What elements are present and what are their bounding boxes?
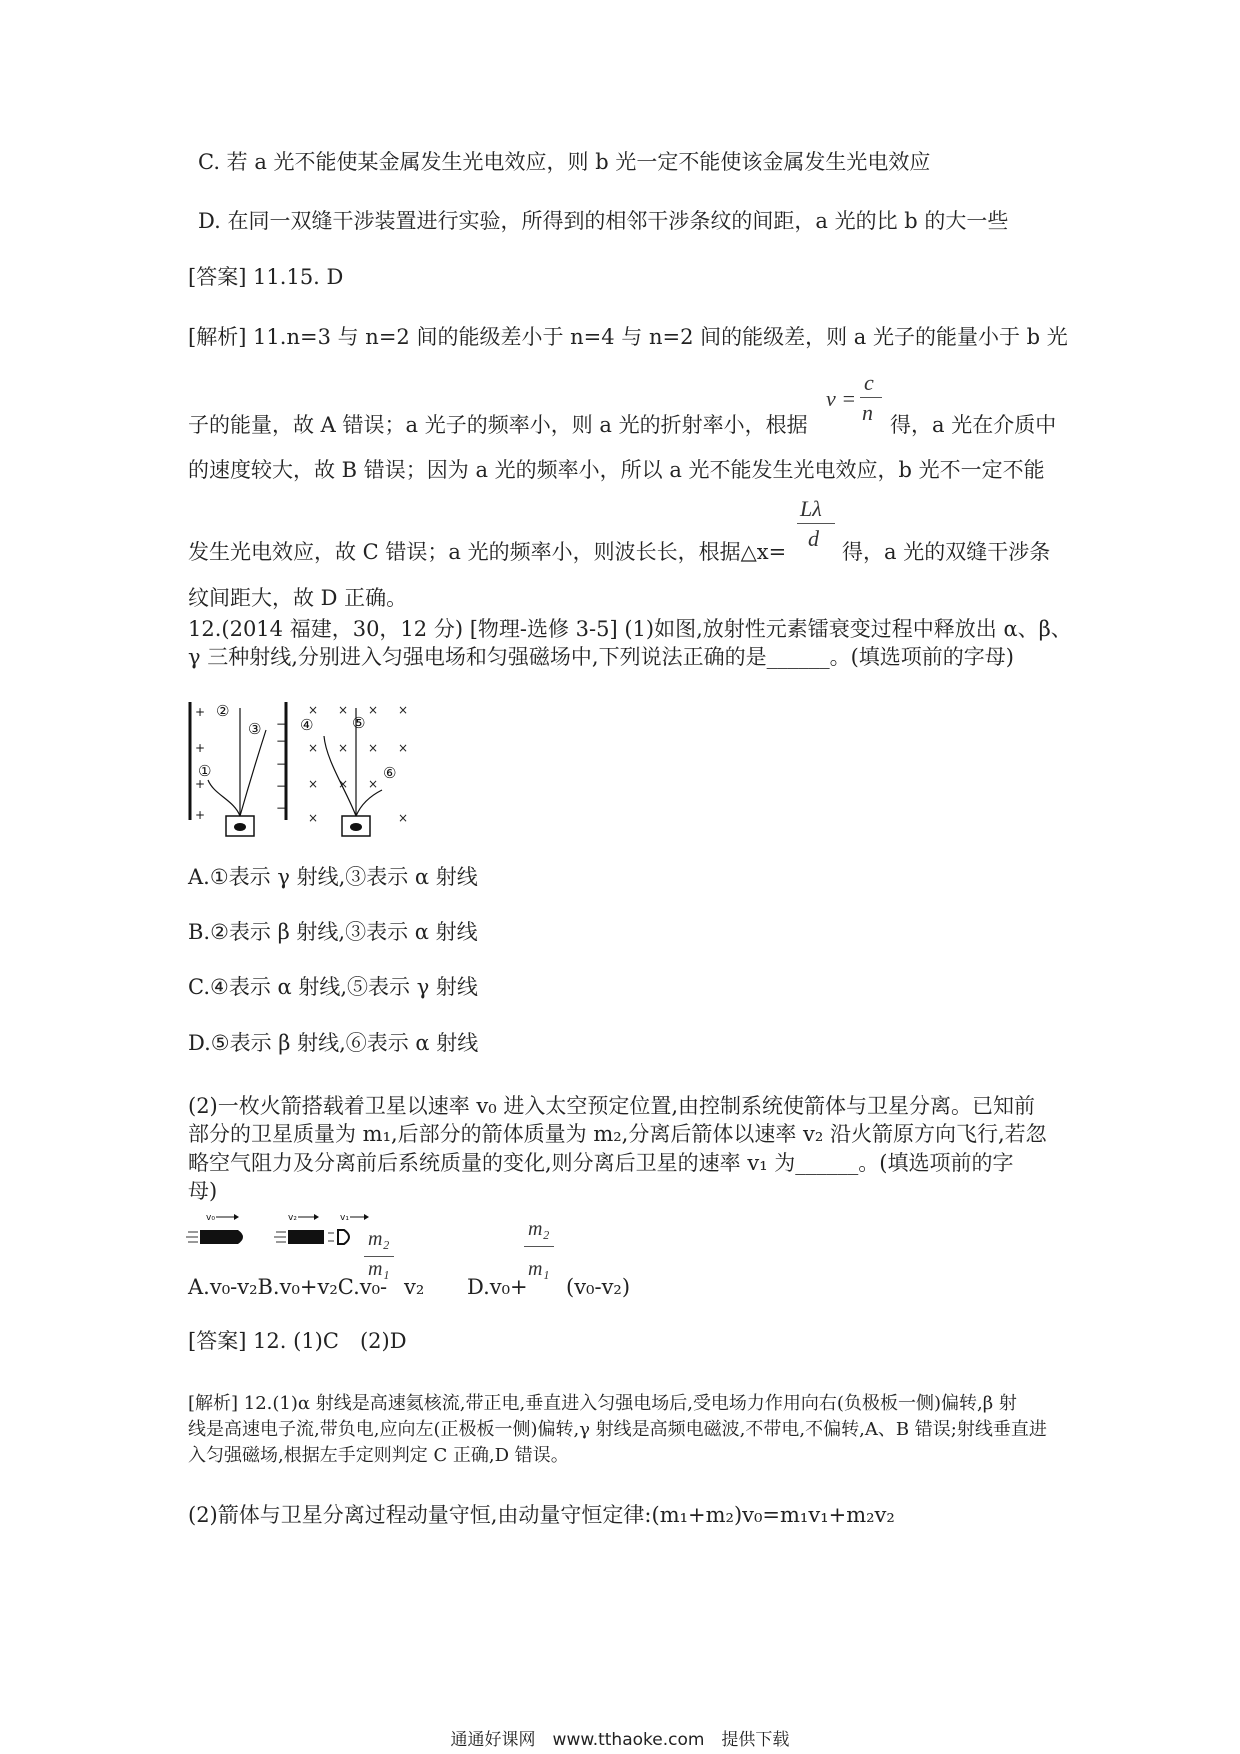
svg-text:×: × bbox=[398, 811, 409, 825]
svg-text:−: − bbox=[276, 717, 287, 731]
svg-text:+: + bbox=[195, 808, 206, 822]
analysis-11-line2a: 子的能量，故 A 错误；a 光子的频率小，则 a 光的折射率小，根据 bbox=[188, 413, 808, 437]
analysis-11-line4a: 发生光电效应，故 C 错误；a 光的频率小，则波长长，根据△x= bbox=[188, 540, 787, 564]
svg-text:×: × bbox=[338, 703, 349, 717]
svg-text:−: − bbox=[276, 734, 287, 748]
q12-part2-line3: 略空气阻力及分离前后系统质量的变化,则分离后卫星的速率 v₁ 为______。(填选项前的字 bbox=[188, 1151, 1014, 1175]
svg-text:−: − bbox=[276, 801, 287, 815]
page-footer: 通通好课网 www.tthaoke.com 提供下载 bbox=[450, 1730, 790, 1750]
formula-num: c bbox=[864, 370, 874, 395]
q12-option-c: C.④表示 α 射线,⑤表示 γ 射线 bbox=[188, 975, 478, 999]
svg-text:v₂: v₂ bbox=[288, 1213, 297, 1223]
svg-text:×: × bbox=[368, 777, 379, 791]
svg-text:×: × bbox=[308, 741, 319, 755]
label-4: ④ bbox=[300, 716, 314, 734]
q12-part2-line2: 部分的卫星质量为 m₁,后部分的箭体质量为 m₂,分离后箭体以速率 v₂ 沿火箭原方向飞行,若忽 bbox=[188, 1122, 1047, 1146]
svg-text:−: − bbox=[276, 757, 287, 771]
formula2-den: d bbox=[808, 526, 819, 551]
frac-d-den: m₁ bbox=[528, 1258, 550, 1280]
option-c: C. 若 a 光不能使某金属发生光电效应，则 b 光一定不能使该金属发生光电效应 bbox=[198, 150, 931, 174]
svg-text:×: × bbox=[398, 703, 409, 717]
svg-text:+: + bbox=[195, 777, 206, 791]
label-3: ③ bbox=[248, 720, 262, 738]
label-2: ② bbox=[216, 702, 230, 720]
q12-line2: γ 三种射线,分别进入匀强电场和匀强磁场中,下列说法正确的是______。(填选项前的字母) bbox=[188, 645, 1014, 669]
q12-part2-line1: (2)一枚火箭搭载着卫星以速率 v₀ 进入太空预定位置,由控制系统使箭体与卫星分离。已知前 bbox=[188, 1094, 1036, 1118]
svg-text:×: × bbox=[338, 777, 349, 791]
svg-text:×: × bbox=[368, 741, 379, 755]
option-d: D. 在同一双缝干涉装置进行实验，所得到的相邻干涉条纹的间距，a 光的比 b 的大一些 bbox=[198, 209, 1009, 233]
q12-option-a: A.①表示 γ 射线,③表示 α 射线 bbox=[188, 865, 478, 889]
analysis-11-line1: [解析] 11.n=3 与 n=2 间的能级差小于 n=4 与 n=2 间的能级差，则 a 光子的能量小于 b 光 bbox=[188, 325, 1068, 349]
analysis-12-line1: [解析] 12.(1)α 射线是高速氦核流,带正电,垂直进入匀强电场后,受电场力作用向右(负极板一侧)偏转,β 射 bbox=[188, 1393, 1017, 1414]
label-5: ⑤ bbox=[352, 714, 366, 732]
q12-option-d: D.⑤表示 β 射线,⑥表示 α 射线 bbox=[188, 1031, 479, 1055]
svg-text:+: + bbox=[195, 705, 206, 719]
label-6: ⑥ bbox=[383, 764, 397, 782]
analysis-11-line5: 纹间距大，故 D 正确。 bbox=[188, 586, 408, 610]
svg-text:+: + bbox=[195, 741, 206, 755]
frac-c-den: m₁ bbox=[368, 1258, 390, 1280]
q12-options2-abc: A.v₀-v₂B.v₀+v₂C.v₀- bbox=[188, 1275, 388, 1299]
q12-options2-d-tail: (v₀-v₂) bbox=[566, 1275, 631, 1299]
svg-text:×: × bbox=[368, 703, 379, 717]
svg-text:v₀: v₀ bbox=[206, 1213, 215, 1223]
frac-c-num: m₂ bbox=[368, 1228, 390, 1250]
frac-d-num: m₂ bbox=[528, 1218, 550, 1240]
analysis-12-line3: 入匀强磁场,根据左手定则判定 C 正确,D 错误。 bbox=[188, 1445, 569, 1466]
svg-text:×: × bbox=[398, 741, 409, 755]
svg-text:−: − bbox=[276, 779, 287, 793]
answer-11: [答案] 11.15. D bbox=[188, 265, 344, 289]
analysis-11-line3: 的速度较大，故 B 错误；因为 a 光的频率小，所以 a 光不能发生光电效应，b 光不一定不能 bbox=[188, 458, 1045, 482]
formula-den: n bbox=[862, 400, 873, 425]
svg-text:×: × bbox=[308, 811, 319, 825]
svg-text:v₁: v₁ bbox=[340, 1213, 349, 1223]
answer-12: [答案] 12. (1)C (2)D bbox=[188, 1329, 407, 1353]
q12-options2-d-head: D.v₀+ bbox=[467, 1275, 528, 1299]
label-1: ① bbox=[198, 762, 212, 780]
rocket-figure bbox=[186, 1210, 396, 1254]
formula2-num: Lλ bbox=[800, 496, 822, 521]
q12-line1: 12.(2014 福建，30，12 分) [物理-选修 3-5] (1)如图,放射性元素镭衰变过程中释放出 α、β、 bbox=[188, 617, 1072, 641]
analysis-12-line2: 线是高速电子流,带负电,应向左(正极板一侧)偏转,γ 射线是高频电磁波,不带电,不偏转,A、B 错误;射线垂直进 bbox=[188, 1419, 1047, 1440]
svg-text:×: × bbox=[338, 741, 349, 755]
formula-lhs: v = bbox=[826, 386, 857, 411]
q12-options2-c-tail: v₂ bbox=[404, 1275, 425, 1299]
analysis-11-line4b: 得，a 光的双缝干涉条 bbox=[842, 540, 1051, 564]
svg-text:×: × bbox=[308, 703, 319, 717]
q12-option-b: B.②表示 β 射线,③表示 α 射线 bbox=[188, 920, 478, 944]
q12-part2-line4: 母) bbox=[188, 1179, 218, 1203]
analysis-11-line2b: 得，a 光在介质中 bbox=[890, 413, 1057, 437]
analysis-12-line4: (2)箭体与卫星分离过程动量守恒,由动量守恒定律:(m₁+m₂)v₀=m₁v₁+m₂v₂ bbox=[188, 1503, 895, 1527]
radiation-figure bbox=[186, 700, 476, 840]
svg-text:×: × bbox=[308, 777, 319, 791]
